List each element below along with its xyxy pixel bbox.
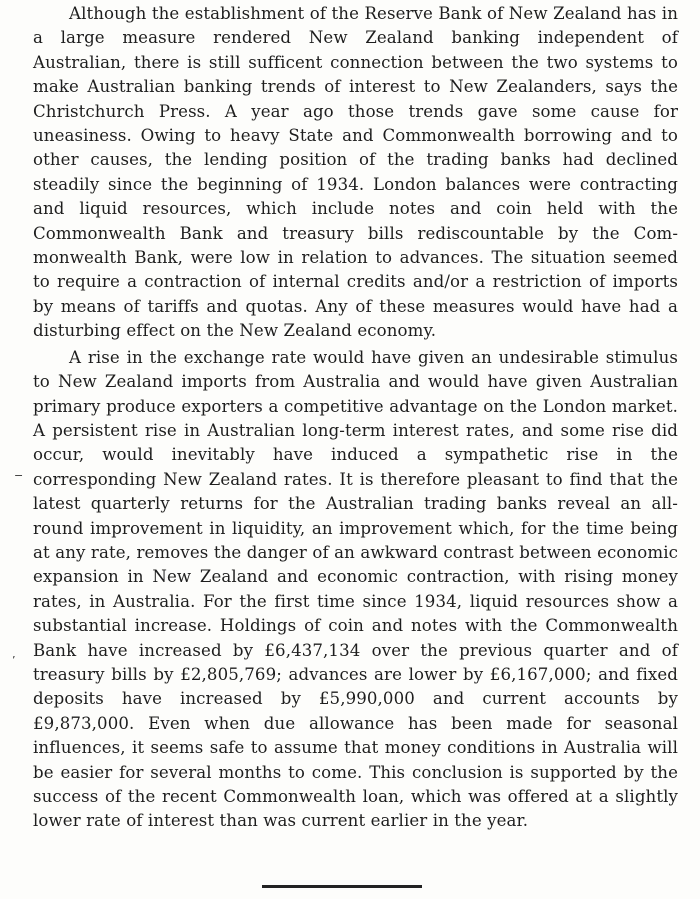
- margin-tick-mark: ’: [12, 654, 16, 667]
- article-paragraph-1: Although the establishment of the Reserve Bank of New Zealand has in a large measure rendered New Zealand banking independent of Australian, there is still sufficent connection between the two systems to make Australian banking trends of interest to New Zealanders, says the Christchurch Press. A year ago those trends gave some cause for uneasiness. Owing to heavy State and Commonwealth borrowing and to other causes, the lending position of the trading banks had declined steadily since the beginning of 1934. London balances were contracting and liquid resources, which include notes and coin held with the Commonwealth Bank and treasury bills rediscountable by the Commonwealth Bank, were low in relation to advances. The situation seemed to require a contraction of internal credits and/or a restriction of imports by means of tariffs and quotas. Any of these measures would have had a disturbing effect on the New Zealand economy.: [33, 4, 678, 341]
- article-body: [33, 2, 678, 834]
- section-divider-rule: [262, 885, 422, 888]
- article-paragraph-2: A rise in the exchange rate would have given an undesirable stimulus to New Zealand imports from Australia and would have given Australian primary produce exporters a competitive advantage on the London market. A persistent rise in Australian long-term interest rates, and some rise did occur, would inevitably have induced a sympathetic rise in the corresponding New Zealand rates. It is therefore pleasant to find that the latest quarterly returns for the Australian trading banks reveal an all-round improvement in liquidity, an improvement which, for the time being at any rate, removes the danger of an awkward contrast between economic expansion in New Zealand and economic contraction, with rising money rates, in Australia. For the first time since 1934, liquid resources show a substantial increase. Holdings of coin and notes with the Commonwealth Bank have increased by £6,437,134 over the previous quarter and of treasury bills by £2,805,769; advances are lower by £6,167,000; and fixed deposits have increased by £5,990,000 and current accounts by £9,873,000. Even when due allowance has been made for seasonal influences, it seems safe to assume that money conditions in Australia will be easier for several months to come. This conclusion is supported by the success of the recent Commonwealth loan, which was offered at a slightly lower rate of interest than was current earlier in the year.: [33, 347, 678, 831]
- margin-dash-mark: −: [14, 469, 24, 482]
